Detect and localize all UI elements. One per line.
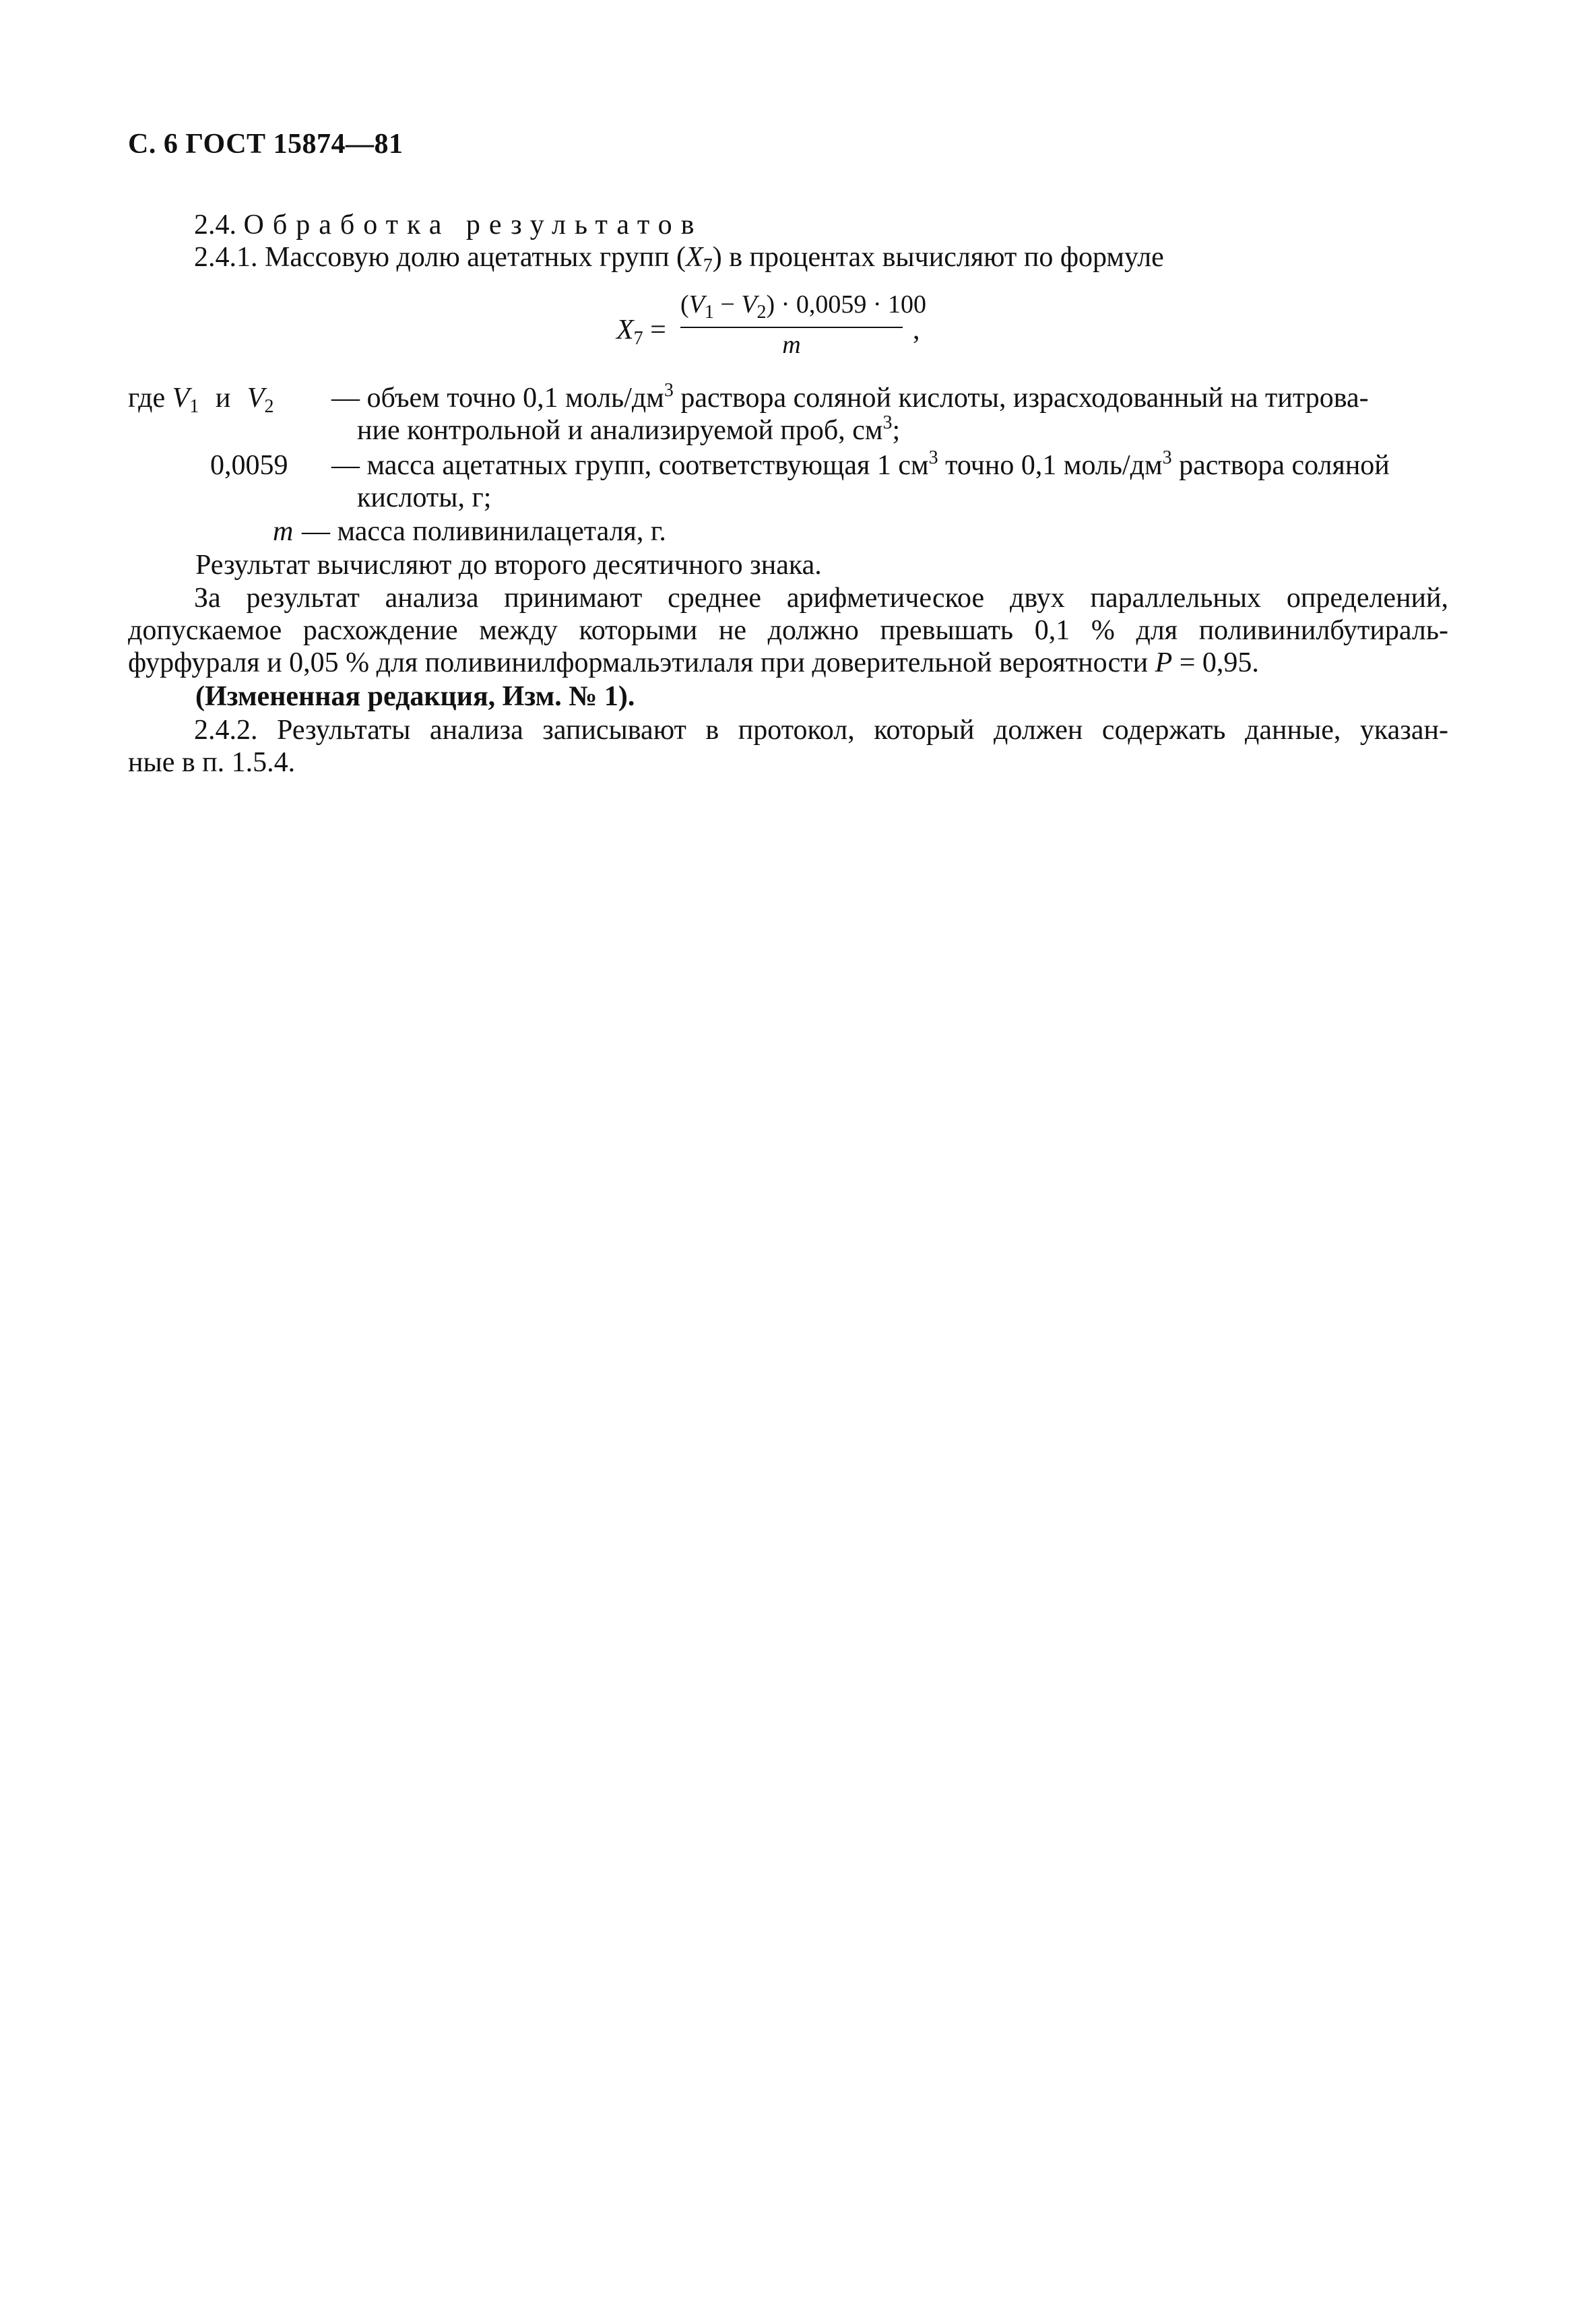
def2-line1a: — масса ацетатных групп, соответствующая 1 см	[331, 450, 929, 481]
formula-eq: =	[643, 315, 666, 346]
where-v-definition-line1	[331, 381, 1369, 416]
fraction-bar	[680, 327, 903, 328]
where-v1-sub: 1	[189, 396, 199, 417]
section-number: 2.4.	[194, 209, 236, 240]
def1-line2-end: ;	[892, 415, 901, 446]
paragraph-line1: За результат анализа принимают среднее арифметическое двух параллельных определений,	[194, 583, 1448, 614]
def1-line2: ние контрольной и анализируемой проб, см	[357, 415, 883, 446]
formula-num-open: (	[680, 290, 689, 319]
where-constant-definition-line2: кислоты, г;	[357, 482, 492, 513]
where-v-definition-line2	[357, 413, 900, 448]
where-constant-definition-line1	[331, 448, 1390, 483]
where-v2: V	[247, 383, 265, 414]
paragraph-2-4-2-line2: ные в п. 1.5.4.	[128, 747, 296, 778]
where-v2-sub: 2	[264, 396, 274, 417]
page-header: С. 6 ГОСТ 15874—81	[128, 129, 404, 160]
formula-lhs	[616, 314, 666, 349]
def2-line1c: раствора соляной	[1171, 450, 1390, 481]
def1-line1-sup: 3	[664, 380, 674, 401]
where-and: и	[215, 383, 231, 414]
formula-denominator	[680, 330, 903, 360]
where-m-definition: — масса поливинилацеталя, г.	[302, 516, 666, 547]
def1-line2-sup: 3	[882, 412, 893, 433]
paragraph-2-4-2-line1: 2.4.2. Результаты анализа записывают в протокол, который должен содержать данные, указан-	[194, 715, 1448, 746]
formula-trailing-comma: ,	[913, 315, 920, 346]
where-constant-label: 0,0059	[210, 450, 288, 481]
formula-numerator	[680, 290, 926, 323]
def2-line1-sup1: 3	[928, 447, 938, 468]
def1-line1: — объем точно 0,1 моль/дм	[331, 383, 664, 414]
p241-symbol: X	[686, 242, 703, 273]
result-decimal-note: Результат вычисляют до второго десятичного знака.	[195, 550, 822, 581]
formula-num-v1-sub: 1	[704, 302, 714, 323]
paragraph-line2: допускаемое расхождение между которыми не должно превышать 0,1 % для поливинилбутираль-	[128, 615, 1448, 646]
formula-lhs-var: X	[616, 315, 634, 346]
section-title: Обработка результатов	[243, 209, 703, 240]
para-line3b: = 0,95.	[1172, 647, 1259, 678]
formula-num-v2: V	[741, 290, 757, 319]
paragraph-line3	[128, 645, 1259, 680]
para-line3-p: P	[1155, 647, 1173, 678]
formula-lhs-sub: 7	[633, 328, 643, 349]
section-heading	[194, 207, 703, 243]
p241-symbol-sub: 7	[703, 255, 713, 276]
def1-line1-rest: раствора соляной кислоты, израсходованный на титрова-	[673, 383, 1369, 414]
paragraph-2-4-1	[194, 240, 1164, 275]
where-lead: где	[128, 383, 166, 414]
p241-lead: 2.4.1. Массовую долю ацетатных групп (	[194, 242, 686, 273]
formula-num-minus: −	[713, 290, 742, 319]
para-line3a: фурфураля и 0,05 % для поливинилформальэтилаля при доверительной вероятности	[128, 647, 1155, 678]
def2-line1b: точно 0,1 моль/дм	[938, 450, 1163, 481]
def2-line1-sup2: 3	[1162, 447, 1172, 468]
formula-num-v1: V	[688, 290, 705, 319]
formula-num-v2-sub: 2	[756, 302, 767, 323]
formula-x7	[616, 290, 994, 364]
p241-tail: ) в процентах вычисляют по формуле	[712, 242, 1164, 273]
where-v1-v2-label	[128, 381, 273, 416]
formula-den-var: m	[782, 331, 801, 359]
amended-note: (Измененная редакция, Изм. № 1).	[195, 681, 635, 712]
where-v1: V	[172, 383, 190, 414]
where-m-label	[273, 514, 293, 549]
formula-num-rest: ) · 0,0059 · 100	[766, 290, 926, 319]
where-m-var: m	[273, 516, 294, 547]
